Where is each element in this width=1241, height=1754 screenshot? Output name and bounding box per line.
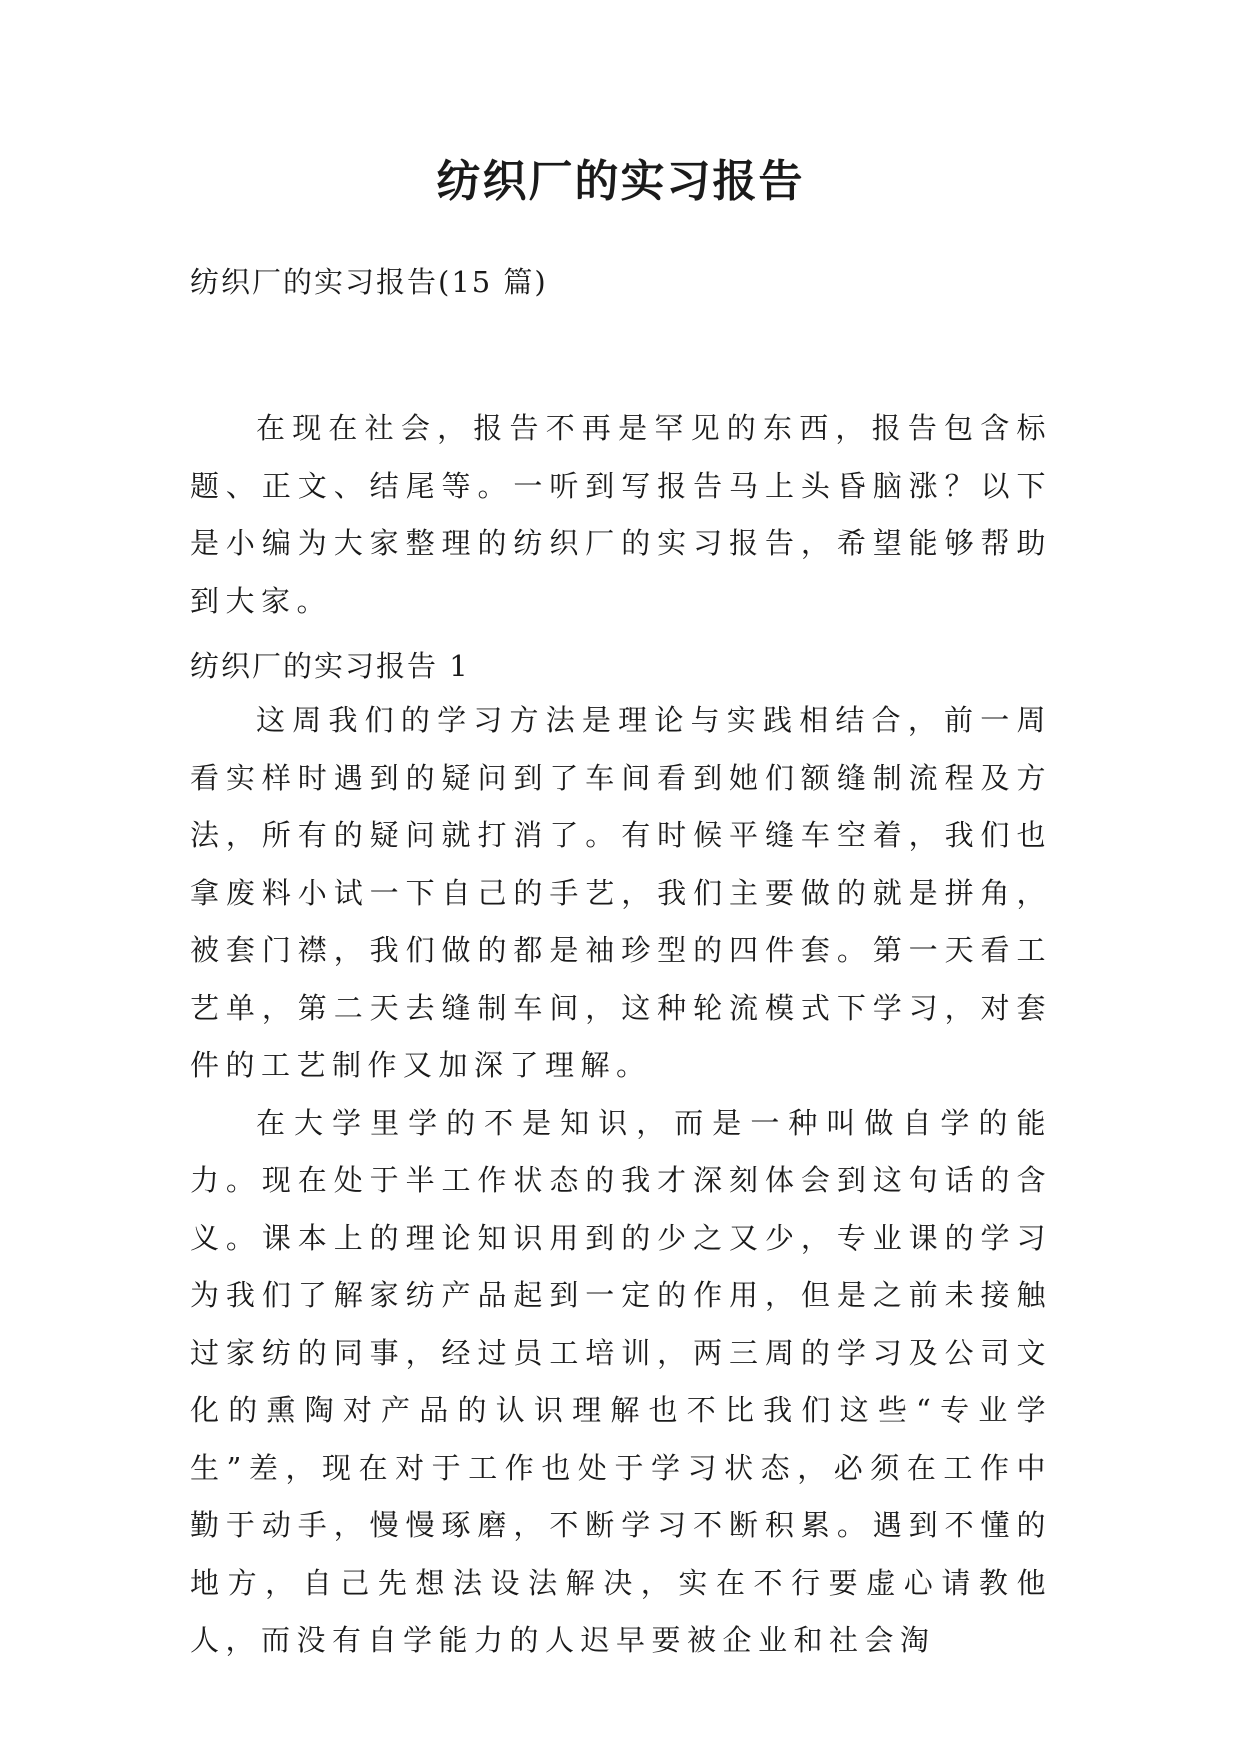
intro-block xyxy=(190,400,1052,630)
document-title: 纺织厂的实习报告 xyxy=(436,156,805,207)
intro-paragraph: 在现在社会，报告不再是罕见的东西，报告包含标题、正文、结尾等。一听到写报告马上头昏脑涨？以下是小编为大家整理的纺织厂的实习报告，希望能够帮助到大家。 xyxy=(190,411,1052,618)
document-subtitle: 纺织厂的实习报告(15 篇) xyxy=(190,265,548,299)
section-heading: 纺织厂的实习报告 1 xyxy=(190,649,470,683)
section-paragraph: 在大学里学的不是知识，而是一种叫做自学的能力。现在处于半工作状态的我才深刻体会到这句话的含义。课本上的理论知识用到的少之又少，专业课的学习为我们了解家纺产品起到一定的作用，但是之前未接触过家纺的同事，经过员工培训，两三周的学习及公司文化的熏陶对产品的认识理解也不比我们这些“专业学生”差，现在对于工作也处于学习状态，必须在工作中勤于动手，慢慢琢磨，不断学习不断积累。遇到不懂的地方，自己先想法设法解决，实在不行要虚心请教他人，而没有自学能力的人迟早要被企业和社会淘 xyxy=(190,1105,1052,1657)
section-paragraph: 这周我们的学习方法是理论与实践相结合，前一周看实样时遇到的疑问到了车间看到她们额缝制流程及方法，所有的疑问就打消了。有时候平缝车空着，我们也拿废料小试一下自己的手艺，我们主要做的就是拼角，被套门襟，我们做的都是袖珍型的四件套。第一天看工艺单，第二天去缝制车间，这种轮流模式下学习，对套件的工艺制作又加深了理解。 xyxy=(190,703,1052,1082)
section-body xyxy=(190,692,1052,1670)
